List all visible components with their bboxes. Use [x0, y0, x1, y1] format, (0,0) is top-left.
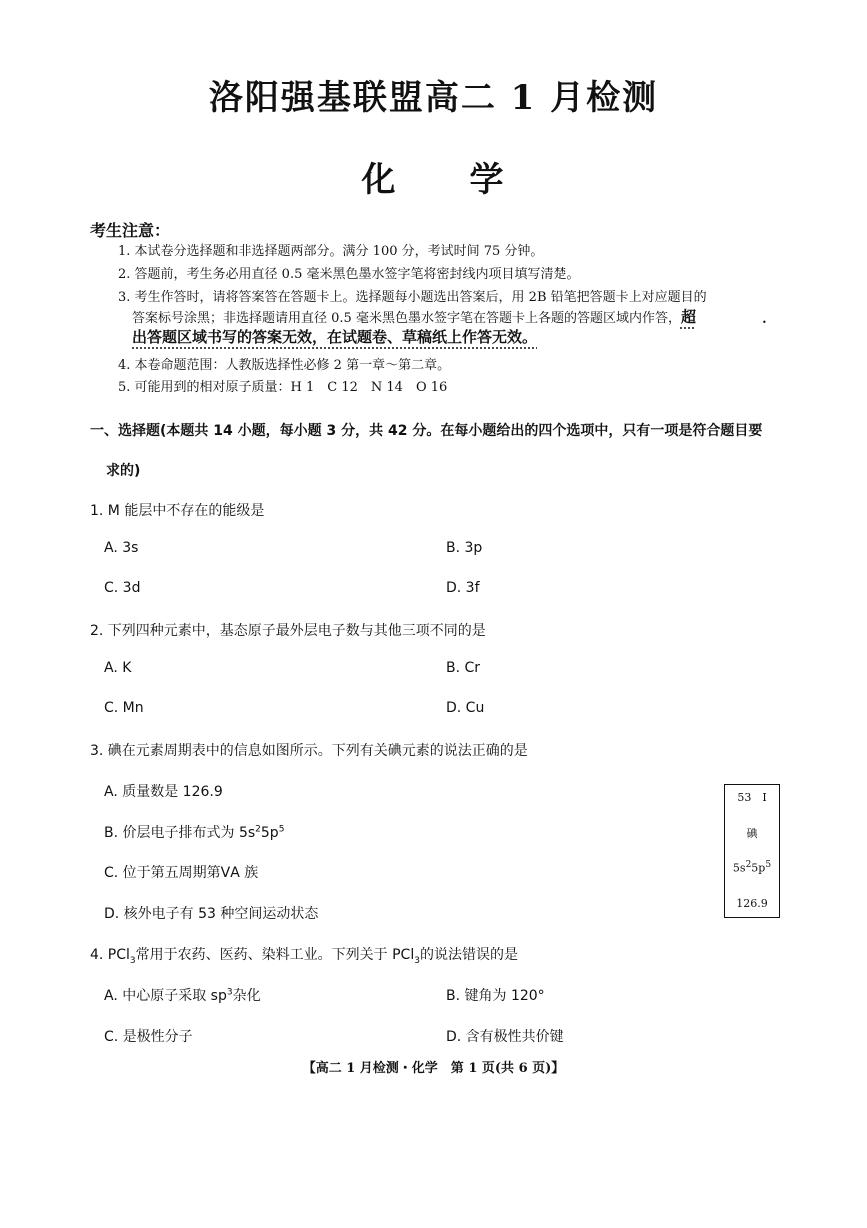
- question-3-stem: 3. 碘在元素周期表中的信息如图所示。下列有关碘元素的说法正确的是: [90, 743, 528, 759]
- q4-a-sup: 3: [226, 987, 233, 998]
- q3-b-sup-1: 2: [255, 824, 261, 835]
- iodine-element-card: [724, 784, 780, 918]
- question-2-stem: 2. 下列四种元素中，基态原子最外层电子数与其他三项不同的是: [90, 623, 486, 639]
- q4-option-a: [104, 985, 261, 1005]
- q3-option-c: C. 位于第五周期第ⅤA 族: [104, 865, 259, 881]
- element-config-mid: 5p: [751, 861, 766, 875]
- q4-option-c: C. 是极性分子: [104, 1029, 193, 1045]
- notice-item-5: 5. 可能用到的相对原子质量：H 1 C 12 N 14 O 16: [118, 380, 448, 395]
- notice-item-1: 1. 本试卷分选择题和非选择题两部分。满分 100 分，考试时间 75 分钟。: [118, 244, 544, 259]
- q2-option-a: A. K: [104, 660, 132, 676]
- q2-option-d: D. Cu: [446, 700, 485, 716]
- notice-heading: 考生注意：: [90, 221, 171, 240]
- q4-option-b: B. 键角为 120°: [446, 988, 545, 1004]
- q3-option-d: D. 核外电子有 53 种空间运动状态: [104, 906, 319, 922]
- q3-b-mid: 5p: [260, 825, 279, 841]
- q4-stem-sub-2: 3: [414, 955, 420, 966]
- notice-item-3-emphasis: 出答题区域书写的答案无效，在试题卷、草稿纸上作答无效。: [132, 328, 538, 346]
- section-1-heading: 一、选择题(本题共 14 小题，每小题 3 分，共 42 分。在每小题给出的四个选项中，只有一项是符合题目要: [90, 423, 763, 439]
- q3-b-text: B. 价层电子排布式为 5s: [104, 825, 256, 841]
- notice-item-3-line-1: 3. 考生作答时，请将答案答在答题卡上。选择题每小题选出答案后，用 2B 铅笔把答题卡上对应题目的: [118, 290, 707, 305]
- element-configuration: [725, 860, 779, 875]
- element-config-sup-2: 5: [765, 860, 772, 870]
- q2-option-c: C. Mn: [104, 700, 144, 716]
- notice-item-3-emphasis-start: 超: [680, 308, 696, 326]
- q3-b-sup-2: 5: [278, 824, 285, 835]
- notice-item-4: 4. 本卷命题范围：人教版选择性必修 2 第一章～第二章。: [118, 358, 451, 373]
- notice-item-2: 2. 答题前，考生务必用直径 0.5 毫米黑色墨水签字笔将密封线内项目填写清楚。: [118, 267, 580, 282]
- question-4-stem: [90, 944, 518, 966]
- notice-item-3-line-2: [132, 306, 696, 327]
- exam-title: 洛阳强基联盟高二 1 月检测: [208, 78, 659, 118]
- q2-option-b: B. Cr: [446, 660, 481, 676]
- q4-stem-mid: 常用于农药、医药、染料工业。下列关于 PCl: [135, 947, 415, 963]
- q4-stem-pre: 4. PCl: [90, 947, 130, 963]
- element-number-symbol: 53 I: [737, 791, 767, 804]
- q3-option-a: A. 质量数是 126.9: [104, 784, 223, 800]
- subject-heading: 化 学: [361, 160, 506, 200]
- element-mass: 126.9: [736, 897, 768, 910]
- q4-a-pre: A. 中心原子采取 sp: [104, 988, 227, 1004]
- margin-dot: •: [762, 318, 767, 327]
- element-config-sup-1: 2: [745, 860, 752, 870]
- section-1-heading-cont: 求的): [106, 463, 141, 479]
- q4-option-d: D. 含有极性共价键: [446, 1029, 564, 1045]
- notice-item-3-normal: 答案标号涂黑；非选择题请用直径 0.5 毫米黑色墨水签字笔在答题卡上各题的答题区域内作答，: [132, 311, 681, 326]
- q1-option-c: C. 3d: [104, 580, 141, 596]
- page-footer: 【高二 1 月检测・化学 第 1 页(共 6 页)】: [302, 1061, 565, 1076]
- q4-stem-post: 的说法错误的是: [419, 947, 518, 963]
- q4-stem-sub-1: 3: [129, 955, 136, 966]
- notice-item-3-line-3: [132, 326, 537, 347]
- q1-option-b: B. 3p: [446, 540, 483, 556]
- element-config-pre: 5s: [732, 861, 746, 875]
- q1-option-d: D. 3f: [446, 580, 480, 596]
- element-name: 碘: [746, 827, 758, 840]
- question-1-stem: 1. M 能层中不存在的能级是: [90, 503, 265, 519]
- q3-option-b: [104, 822, 284, 842]
- q1-option-a: A. 3s: [104, 540, 139, 556]
- q4-a-post: 杂化: [232, 988, 261, 1004]
